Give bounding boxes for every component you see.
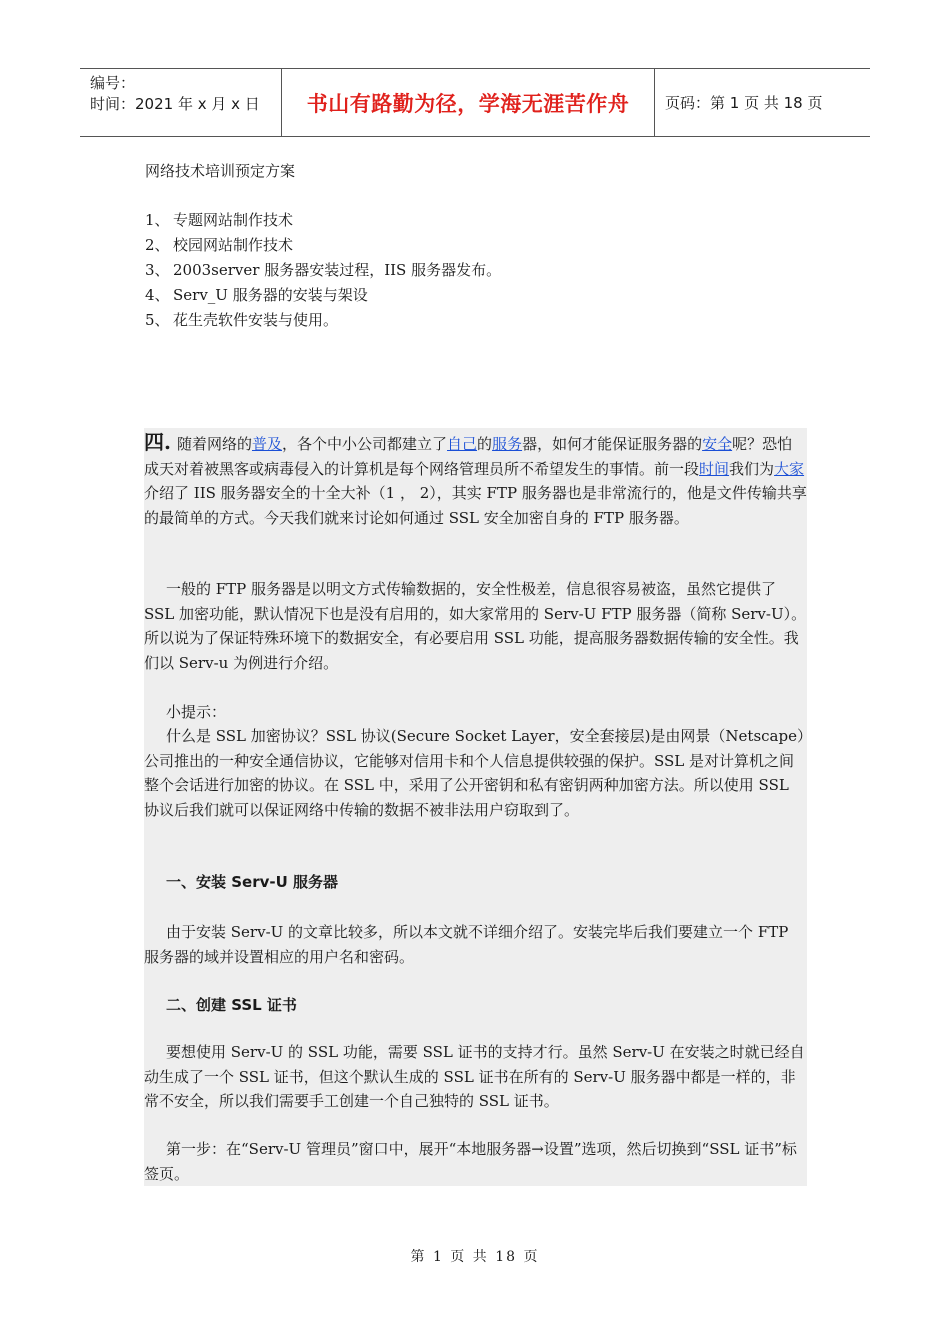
list-text: 专题网站制作技术	[173, 211, 294, 229]
list-index: 4、	[145, 286, 170, 304]
section-text-install: 由于安装 Serv-U 的文章比较多，所以本文就不详细介绍了。安装完毕后我们要建立一个 FTP 服务器的域并设置相应的用户名和密码。	[144, 923, 789, 966]
list-item	[145, 208, 501, 233]
intro-text: 我们为	[729, 459, 775, 478]
list-index: 2、	[145, 236, 170, 254]
list-index: 3、	[145, 261, 170, 279]
list-item	[145, 233, 501, 258]
intro-text: 随着网络的	[176, 435, 252, 453]
plan-title: 网络技术培训预定方案	[145, 162, 296, 180]
list-item	[145, 283, 501, 308]
section-title-install: 一、安装 Serv-U 服务器	[166, 873, 339, 891]
intro-text: ，各个中小公司都建立了	[282, 435, 448, 453]
code-label: 编号：	[90, 74, 136, 92]
page-footer: 第 1 页 共 18 页	[410, 1249, 540, 1265]
list-index: 5、	[145, 311, 170, 329]
link-security[interactable]: 安全	[702, 435, 733, 453]
list-text: 校园网站制作技术	[173, 236, 294, 254]
article-intro	[144, 430, 807, 530]
tip-label: 小提示：	[166, 703, 227, 721]
list-text: 2003server 服务器安装过程，IIS 服务器发布。	[173, 261, 502, 279]
link-service[interactable]: 服务	[492, 435, 523, 453]
intro-text: 呢？恐怕成天对着被黑客或病毒侵入的计算机是每个网络管理员所不希望发生的事情。前一段	[144, 435, 793, 478]
link-everyone[interactable]: 大家	[774, 459, 805, 478]
list-text: 花生壳软件安装与使用。	[173, 311, 339, 329]
plan-list	[145, 208, 501, 333]
header-meta	[80, 69, 282, 136]
header-page-label: 页码：第 1 页 共 18 页	[665, 94, 823, 112]
step-one-text: 第一步：在“Serv-U 管理员”窗口中，展开“本地服务器→设置”选项，然后切换到“SSL 证书”标签页。	[144, 1140, 797, 1183]
intro-text: 介绍了 IIS 服务器安全的十全大补（1 ， 2），其实 FTP 服务器也是非常流行的，他是文件传输共享的最简单的方式。今天我们就来讨论如何通过 SSL 安全加密自身的 FTP 服务器。	[144, 484, 807, 527]
intro-text: 器，如何才能保证服务器的	[522, 435, 703, 453]
list-item	[145, 308, 501, 333]
time-label: 时间：2021 年 x 月 x 日	[90, 95, 260, 113]
link-time[interactable]: 时间	[699, 459, 730, 478]
list-text: Serv_U 服务器的安装与架设	[173, 286, 368, 304]
intro-text: 的	[477, 435, 493, 453]
section-title-ssl: 二、创建 SSL 证书	[166, 996, 297, 1014]
section-number: 四.	[144, 430, 171, 454]
list-index: 1、	[145, 211, 170, 229]
link-self[interactable]: 自己	[447, 435, 478, 453]
tip-text: 什么是 SSL 加密协议？SSL 协议(Secure Socket Layer，安全套接层)是由网景（Netscape）公司推出的一种安全通信协议，它能够对信用卡和个人信息提供较强的保护。SSL 是对计算机之间整个会话进行加密的协议。在 SSL 中，采用了公开密钥和私有密钥两种加密方法。所以使用 SSL 协议后我们就可以保证网络中传输的数据不被非法用户窃取到了。	[144, 727, 805, 819]
page-header	[80, 68, 870, 137]
article-paragraph: 一般的 FTP 服务器是以明文方式传输数据的，安全性极差，信息很容易被盗，虽然它提供了 SSL 加密功能，默认情况下也是没有启用的，如大家常用的 Serv-U FTP 服务器（简称 Serv-U）。所以说为了保证特殊环境下的数据安全，有必要启用 SSL 功能，提高服务器数据传输的安全性。我们以 Serv-u 为例进行介绍。	[144, 580, 807, 672]
section-text-ssl: 要想使用 Serv-U 的 SSL 功能，需要 SSL 证书的支持才行。虽然 Serv-U 在安装之时就已经自动生成了一个 SSL 证书，但这个默认生成的 SSL 证书在所有的 Serv-U 服务器中都是一样的，非常不安全，所以我们需要手工创建一个自己独特的 SSL 证书。	[144, 1043, 805, 1111]
list-item	[145, 258, 501, 283]
link-popularity[interactable]: 普及	[251, 435, 282, 453]
header-motto: 书山有路勤为径，学海无涯苦作舟	[282, 69, 655, 136]
article-block	[144, 428, 807, 1186]
